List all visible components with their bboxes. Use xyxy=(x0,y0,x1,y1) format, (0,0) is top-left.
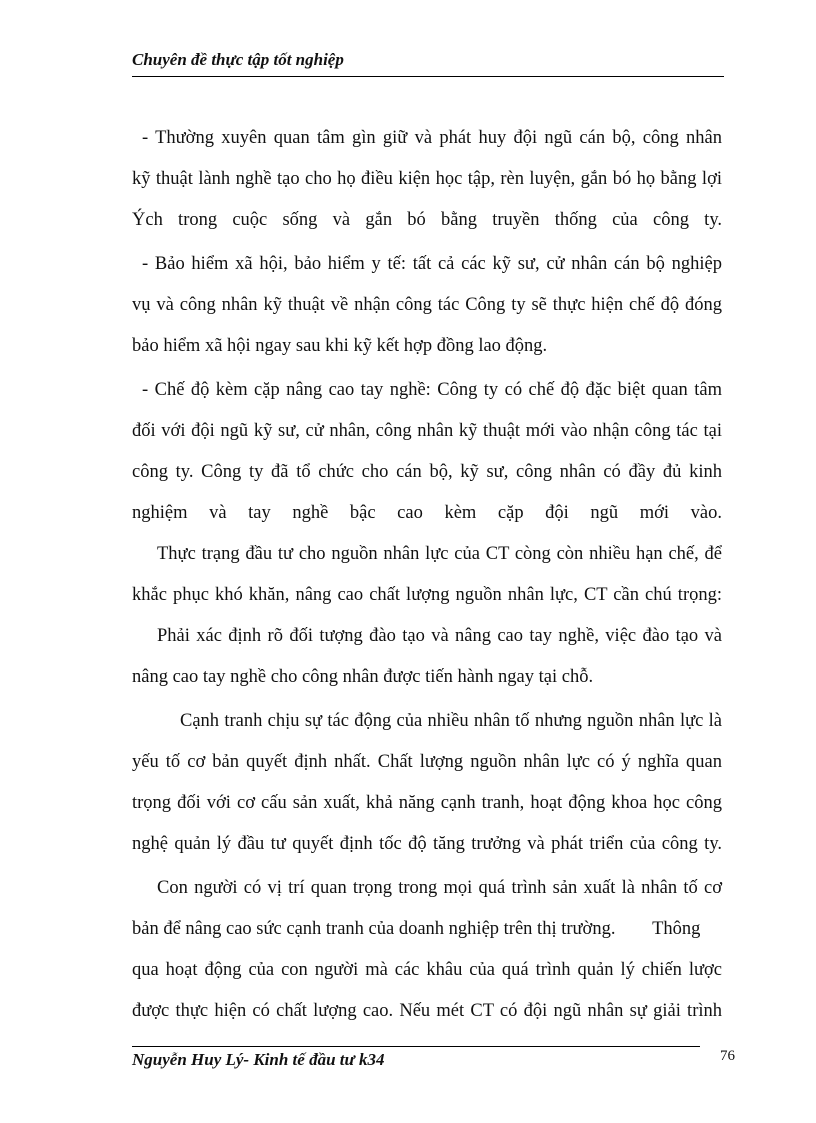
text-line: Cạnh tranh chịu sự tác động của nhiều nhân tố nhưng nguồn nhân lực là xyxy=(180,711,722,731)
text-line: nghiệm và tay nghề bậc cao kèm cặp đội ngũ mới vào. xyxy=(132,503,722,523)
text-line: được thực hiện có chất lượng cao. Nếu mét CT có đội ngũ nhân sự giải trình xyxy=(132,1001,722,1021)
text-line: qua hoạt động của con người mà các khâu của quá trình quản lý chiến lược xyxy=(132,960,722,980)
page-number: 76 xyxy=(720,1048,735,1064)
text-line: yếu tố cơ bản quyết định nhất. Chất lượng nguồn nhân lực có ý nghĩa quan xyxy=(132,752,722,772)
document-body xyxy=(132,118,722,1032)
text-line: Con người có vị trí quan trọng trong mọi quá trình sản xuất là nhân tố cơ xyxy=(157,878,722,898)
text-line: - Bảo hiểm xã hội, bảo hiểm y tế: tất cả các kỹ sư, cử nhân cán bộ nghiệp xyxy=(142,254,722,274)
text-line: nghệ quản lý đầu tư quyết định tốc độ tăng trưởng và phát triển của công ty. xyxy=(132,834,722,854)
text-line: công ty. Công ty đã tổ chức cho cán bộ, kỹ sư, công nhân có đầy đủ kinh xyxy=(132,462,722,482)
text-line: Phải xác định rõ đối tượng đào tạo và nâng cao tay nghề, việc đào tạo và xyxy=(157,626,722,646)
text-line: đối với đội ngũ kỹ sư, cử nhân, công nhân kỹ thuật mới vào nhận công tác tại xyxy=(132,421,722,441)
text-line: - Thường xuyên quan tâm gìn giữ và phát huy đội ngũ cán bộ, công nhân xyxy=(142,128,722,148)
footer-author: Nguyễn Huy Lý- Kinh tế đầu tư k34 xyxy=(132,1050,385,1069)
text-line: bảo hiểm xã hội ngay sau khi kỹ kết hợp đồng lao động. xyxy=(132,336,548,356)
page-header xyxy=(132,50,724,77)
header-title: Chuyên đề thực tập tốt nghiệp xyxy=(132,50,344,69)
text-line: Thực trạng đầu tư cho nguồn nhân lực của CT còng còn nhiều hạn chế, để xyxy=(157,544,722,564)
text-line: vụ và công nhân kỹ thuật về nhận công tác Công ty sẽ thực hiện chế độ đóng xyxy=(132,295,722,315)
text-line: nâng cao tay nghề cho công nhân được tiến hành ngay tại chỗ. xyxy=(132,667,594,687)
text-line: kỹ thuật lành nghề tạo cho họ điều kiện học tập, rèn luyện, gắn bó họ bằng lợi xyxy=(132,169,722,189)
text-line: bản để nâng cao sức cạnh tranh của doanh nghiệp trên thị trường. Thông xyxy=(132,919,701,939)
text-line: trọng đối với cơ cấu sản xuất, khả năng cạnh tranh, hoạt động khoa học công xyxy=(132,793,722,813)
text-line: - Chế độ kèm cặp nâng cao tay nghề: Công ty có chế độ đặc biệt quan tâm xyxy=(142,380,722,400)
footer-rule xyxy=(132,1046,700,1047)
text-line: khắc phục khó khăn, nâng cao chất lượng nguồn nhân lực, CT cần chú trọng: xyxy=(132,585,722,605)
text-line: Ých trong cuộc sống và gắn bó bằng truyền thống của công ty. xyxy=(132,210,722,230)
